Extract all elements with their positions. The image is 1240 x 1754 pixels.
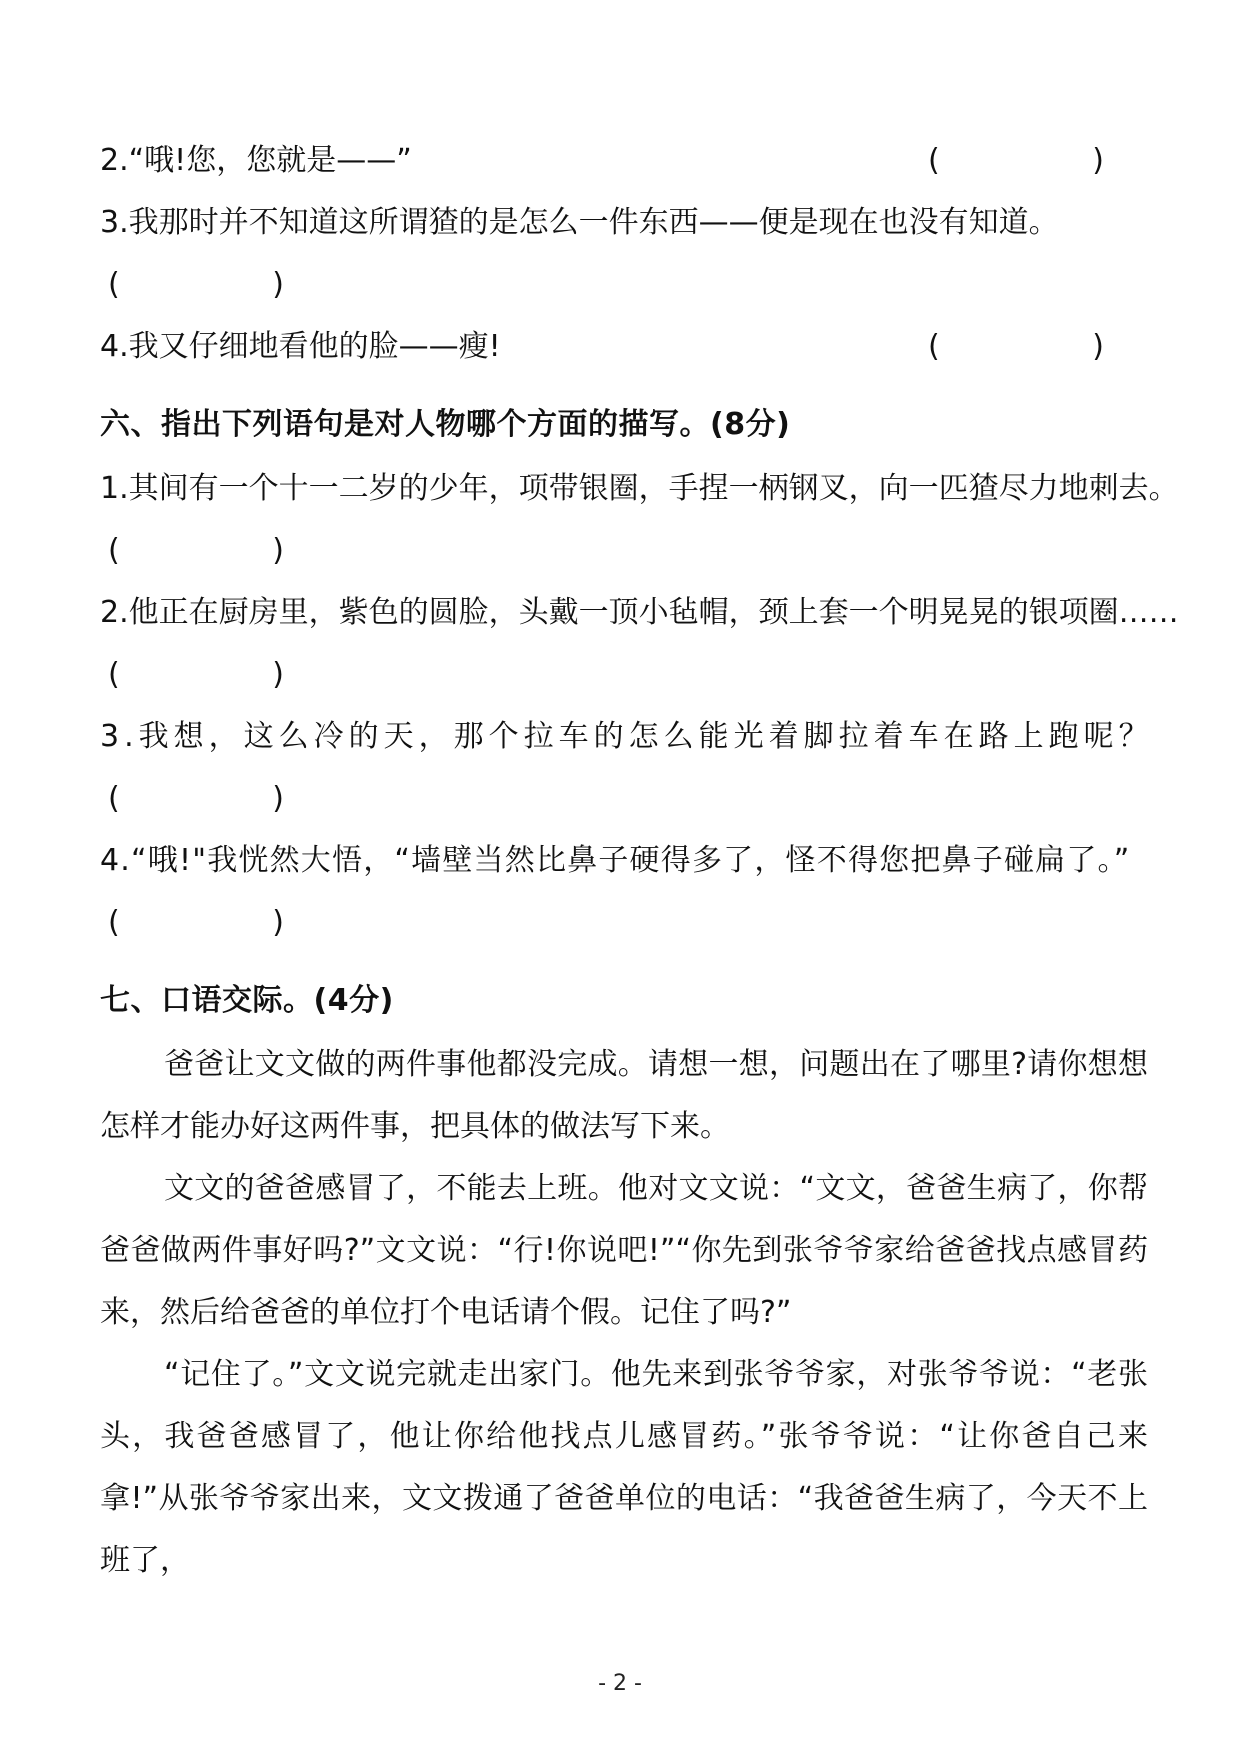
question-text: 我那时并不知道这所谓猹的是怎么一件东西——便是现在也没有知道。 bbox=[128, 205, 1059, 240]
question-number: 4. bbox=[100, 843, 132, 878]
question-number: 3. bbox=[100, 719, 139, 754]
answer-blank[interactable]: ( ) bbox=[108, 267, 284, 302]
section-heading-seven: 七、口语交际。(4分) bbox=[100, 983, 394, 1018]
answer-blank[interactable]: ( ) bbox=[108, 533, 284, 568]
answer-blank[interactable]: ( ) bbox=[108, 905, 284, 940]
page-number: - 2 - bbox=[598, 1671, 642, 1696]
question-row bbox=[100, 582, 1179, 644]
answer-blank[interactable]: ( ) bbox=[108, 657, 284, 692]
question-text: 其间有一个十一二岁的少年，项带银圈，手捏一柄钢叉，向一匹猹尽力地刺去。 bbox=[128, 471, 1179, 506]
question-number: 4. bbox=[100, 329, 129, 364]
section-heading-six: 六、指出下列语句是对人物哪个方面的描写。(8分) bbox=[100, 407, 791, 442]
question-row bbox=[100, 192, 1148, 254]
question-number: 2. bbox=[100, 143, 129, 178]
question-text: “哦!"我恍然大悟，“墙壁当然比鼻子硬得多了，怪不得您把鼻子碰扁了。” bbox=[131, 843, 1131, 878]
passage-paragraph-1: 文文的爸爸感冒了，不能去上班。他对文文说：“文文，爸爸生病了，你帮爸爸做两件事好吗?”文文说：“行!你说吧!”“你先到张爷爷家给爸爸找点感冒药来，然后给爸爸的单位打个电话请个假。记住了吗?” bbox=[100, 1171, 1148, 1330]
section-seven-prompt: 爸爸让文文做的两件事他都没完成。请想一想，问题出在了哪里?请你想想怎样才能办好这两件事，把具体的做法写下来。 bbox=[100, 1047, 1148, 1144]
question-number: 1. bbox=[100, 471, 129, 506]
answer-blank[interactable]: ( ) bbox=[928, 329, 1104, 364]
question-number: 3. bbox=[100, 205, 129, 240]
answer-blank[interactable]: ( ) bbox=[928, 143, 1104, 178]
question-row bbox=[100, 706, 1154, 768]
passage-paragraph-2: “记住了。”文文说完就走出家门。他先来到张爷爷家，对张爷爷说：“老张头，我爸爸感冒了，他让你给他找点儿感冒药。”张爷爷说：“让你爸自己来拿!”从张爷爷家出来，文文拨通了爸爸单位的电话：“我爸爸生病了，今天不上班了， bbox=[100, 1357, 1148, 1578]
question-row bbox=[100, 458, 1179, 520]
question-row bbox=[100, 830, 1148, 892]
question-text: 他正在厨房里，紫色的圆脸，头戴一顶小毡帽，颈上套一个明晃晃的银项圈…… bbox=[128, 595, 1179, 630]
answer-blank[interactable]: ( ) bbox=[108, 781, 284, 816]
question-text: “哦!您，您就是——” bbox=[128, 143, 412, 178]
question-row bbox=[100, 316, 1148, 378]
question-text: 我又仔细地看他的脸——瘦! bbox=[128, 329, 501, 364]
question-number: 2. bbox=[100, 595, 129, 630]
question-row bbox=[100, 130, 1148, 192]
question-text: 我想，这么冷的天，那个拉车的怎么能光着脚拉着车在路上跑呢？ bbox=[138, 719, 1154, 754]
